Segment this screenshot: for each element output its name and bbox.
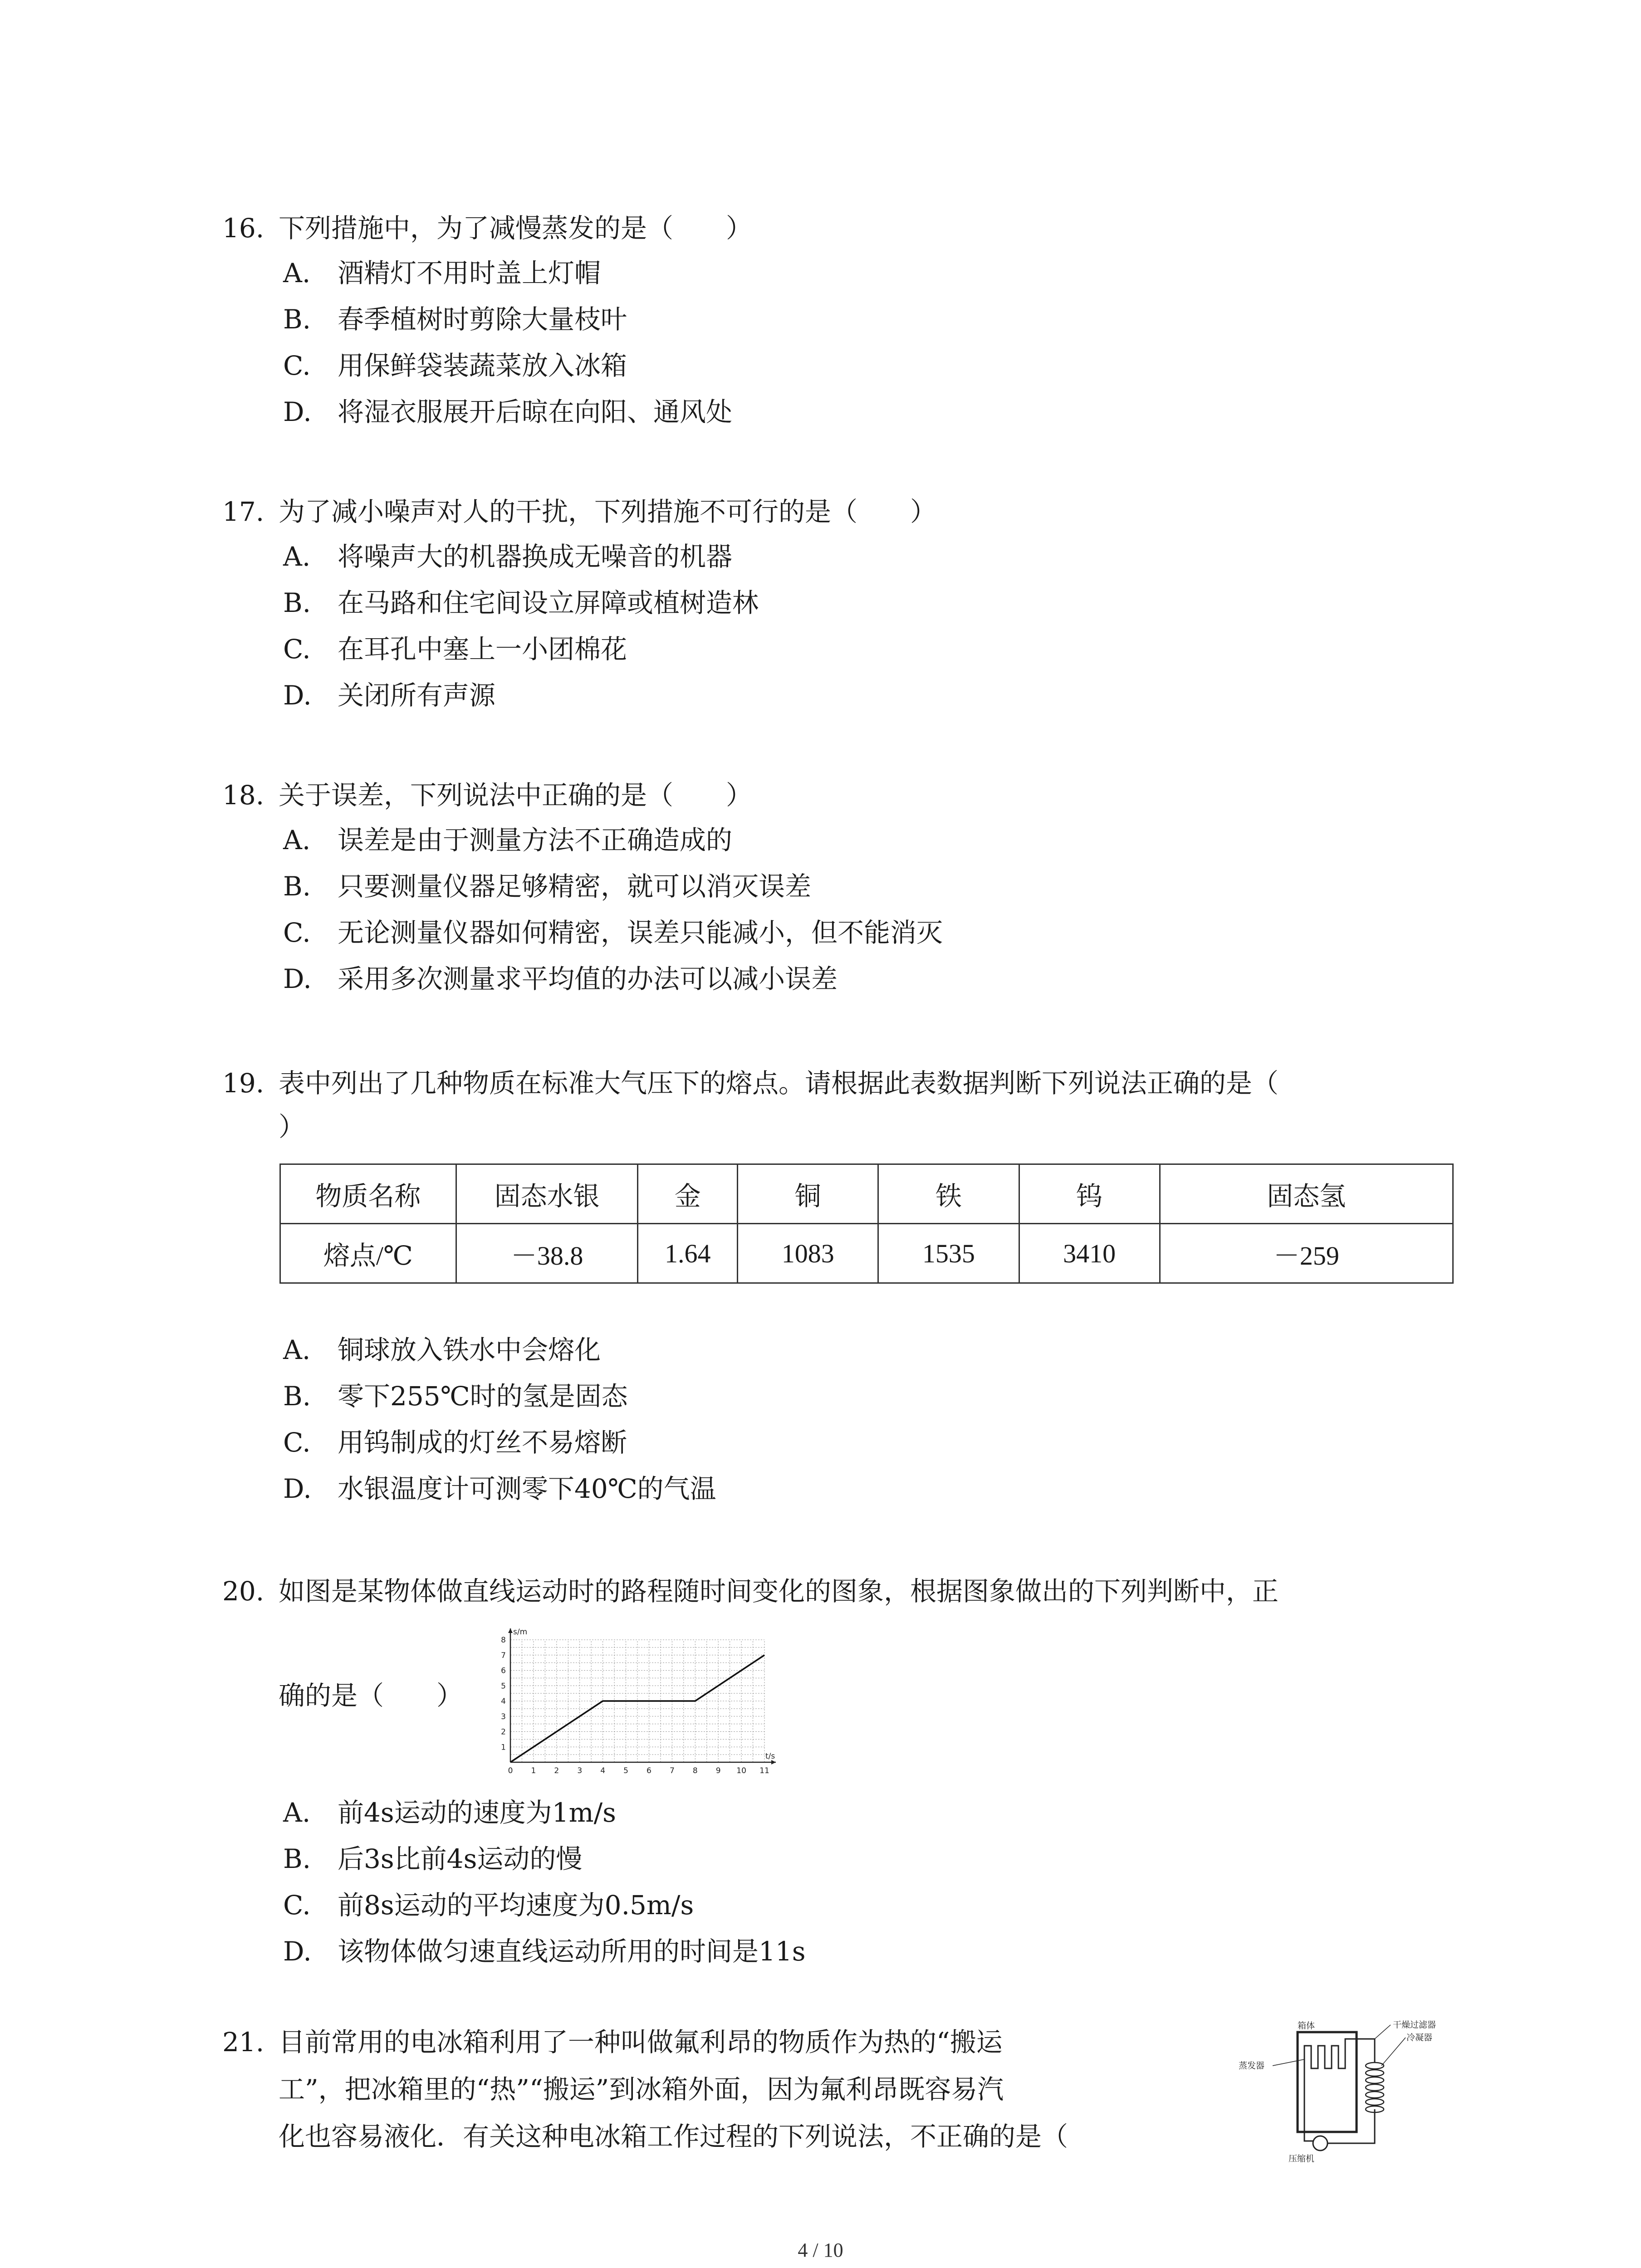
question-number: 18. [222, 780, 265, 811]
question-21 [222, 2019, 1211, 2160]
fridge-box [1298, 2032, 1357, 2132]
option-c: C. 前8s运动的平均速度为0.5m/s [283, 1890, 694, 1921]
y-tick-label: 5 [501, 1681, 506, 1691]
table-cell: 1.64 [638, 1224, 738, 1283]
question-stem-line: 目前常用的电冰箱利用了一种叫做氟利昂的物质作为热的“搬运 [279, 2027, 1003, 2058]
label-compressor: 压缩机 [1288, 2154, 1315, 2164]
condenser-coil [1366, 2063, 1384, 2112]
table-cell: －38.8 [456, 1224, 638, 1283]
option-a: A. 误差是由于测量方法不正确造成的 [283, 825, 733, 855]
question-stem: 如图是某物体做直线运动时的路程随时间变化的图象，根据图象做出的下列判断中，正 [279, 1576, 1279, 1607]
label-condenser: 冷凝器 [1406, 2033, 1433, 2043]
table-cell: 固态氢 [1160, 1164, 1453, 1224]
option-b: B. 后3s比前4s运动的慢 [283, 1843, 583, 1874]
y-axis-arrow [508, 1628, 513, 1633]
option-b: B. 春季植树时剪除大量枝叶 [283, 304, 627, 335]
table-header-row [280, 1164, 1453, 1224]
option-d: D. 采用多次测量求平均值的办法可以减小误差 [283, 963, 838, 994]
question-16 [222, 206, 1447, 435]
evaporator-coil [1304, 2046, 1345, 2073]
x-tick-label: 0 [508, 1766, 513, 1775]
option-b: B. 只要测量仪器足够精密，就可以消灭误差 [283, 871, 812, 902]
y-tick-label: 8 [501, 1636, 506, 1645]
question-stem: 下列措施中，为了减慢蒸发的是（ ） [279, 213, 753, 244]
x-tick-label: 1 [531, 1766, 536, 1775]
y-tick-label: 6 [501, 1666, 506, 1676]
table-cell: 金 [638, 1164, 738, 1224]
question-20-cont [222, 1674, 1447, 1717]
melting-point-table [279, 1163, 1454, 1284]
table-cell: 钨 [1019, 1164, 1160, 1224]
option-b: B. 零下255℃时的氢是固态 [283, 1381, 628, 1412]
label-evaporator: 蒸发器 [1239, 2061, 1265, 2071]
table-cell: 铜 [738, 1164, 878, 1224]
question-19 [222, 1061, 1447, 1149]
label-filter: 干燥过滤器 [1393, 2020, 1436, 2030]
question-number: 17. [222, 496, 265, 527]
option-b: B. 在马路和住宅间设立屏障或植树造林 [283, 587, 759, 618]
y-axis-label: s/m [513, 1628, 528, 1637]
option-c: C. 用钨制成的灯丝不易熔断 [283, 1427, 627, 1458]
x-tick-label: 4 [600, 1766, 606, 1775]
table-cell: 固态水银 [456, 1164, 638, 1224]
label-box: 箱体 [1298, 2021, 1315, 2031]
question-number: 16. [222, 213, 265, 244]
question-stem-continued: 确的是（ ） [279, 1680, 463, 1711]
table-cell: 1535 [878, 1224, 1019, 1283]
page-number: 4 / 10 [798, 2239, 843, 2261]
table-cell: 3410 [1019, 1224, 1160, 1283]
x-tick-label: 11 [759, 1766, 769, 1775]
y-tick-label: 4 [501, 1697, 506, 1706]
table-row [280, 1224, 1453, 1283]
x-tick-label: 10 [736, 1766, 746, 1775]
option-d: D. 该物体做匀速直线运动所用的时间是11s [283, 1936, 806, 1967]
question-number: 21. [222, 2027, 265, 2058]
option-a: A. 将噪声大的机器换成无噪音的机器 [283, 541, 733, 572]
x-tick-label: 6 [647, 1766, 652, 1775]
compressor-shape [1313, 2136, 1327, 2151]
question-stem: 关于误差，下列说法中正确的是（ ） [279, 780, 753, 811]
question-20-options [222, 1789, 1447, 1975]
option-a: A. 前4s运动的速度为1m/s [283, 1797, 616, 1828]
option-a: A. 酒精灯不用时盖上灯帽 [283, 258, 601, 288]
question-stem-continued: ） [279, 1111, 305, 1142]
table-cell: 熔点/℃ [280, 1224, 456, 1283]
question-stem-line: 工”，把冰箱里的“热”“搬运”到冰箱外面，因为氟利昂既容易汽 [279, 2074, 1004, 2105]
y-tick-label: 3 [501, 1712, 506, 1721]
option-a: A. 铜球放入铁水中会熔化 [283, 1334, 601, 1365]
question-stem-line: 化也容易液化．有关这种电冰箱工作过程的下列说法，不正确的是（ [279, 2121, 1068, 2152]
question-17 [222, 490, 1447, 719]
option-d: D. 将湿衣服展开后晾在向阳、通风处 [283, 396, 733, 427]
refrigerator-svg [1230, 2019, 1465, 2164]
discharge-tube [1327, 2109, 1375, 2143]
x-tick-label: 3 [577, 1766, 583, 1775]
option-c: C. 无论测量仪器如何精密，误差只能减小，但不能消灭 [283, 917, 943, 948]
x-tick-label: 2 [554, 1766, 559, 1775]
table-cell: 铁 [878, 1164, 1019, 1224]
x-tick-label: 9 [715, 1766, 721, 1775]
option-c: C. 在耳孔中塞上一小团棉花 [283, 634, 627, 665]
distance-time-chart [492, 1626, 783, 1785]
y-tick-label: 1 [501, 1743, 506, 1752]
question-20 [222, 1569, 1447, 1613]
table-cell: 1083 [738, 1224, 878, 1283]
question-19-options [222, 1327, 1447, 1512]
y-tick-label: 7 [501, 1651, 506, 1660]
x-tick-label: 7 [669, 1766, 675, 1775]
chart-svg [492, 1626, 783, 1785]
question-number: 20. [222, 1576, 265, 1607]
question-stem: 表中列出了几种物质在标准大气压下的熔点。请根据此表数据判断下列说法正确的是（ [279, 1068, 1279, 1099]
y-tick-label: 2 [501, 1727, 506, 1737]
option-c: C. 用保鲜袋装蔬菜放入冰箱 [283, 350, 627, 381]
x-tick-label: 8 [692, 1766, 698, 1775]
question-number: 19. [222, 1068, 265, 1099]
table-cell: －259 [1160, 1224, 1453, 1283]
option-d: D. 关闭所有声源 [283, 680, 496, 711]
refrigerator-diagram [1230, 2019, 1465, 2164]
filter-tube [1345, 2039, 1375, 2063]
question-stem: 为了减小噪声对人的干扰，下列措施不可行的是（ ） [279, 496, 937, 527]
question-18 [222, 773, 1447, 1002]
x-tick-label: 5 [623, 1766, 628, 1775]
table-cell: 物质名称 [280, 1164, 456, 1224]
option-d: D. 水银温度计可测零下40℃的气温 [283, 1473, 716, 1504]
x-axis-label: t/s [765, 1752, 775, 1761]
